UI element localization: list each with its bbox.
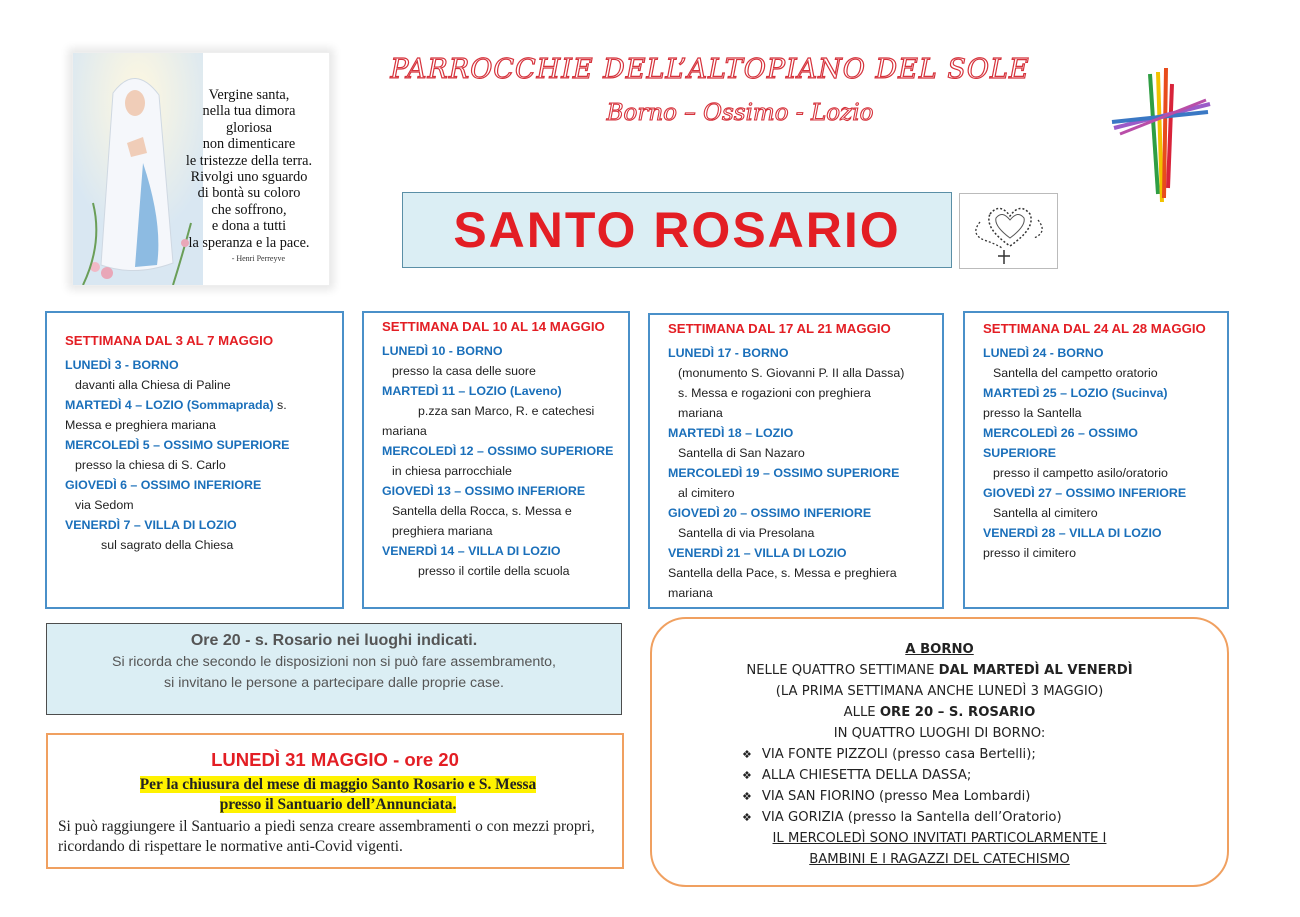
week-day-heading: [65, 475, 332, 495]
prayer-line: gloriosa: [225, 119, 273, 136]
day-label: LUNEDÌ 17 - BORNO: [668, 346, 789, 360]
week-day-heading: [65, 435, 332, 455]
borno-places-list: [652, 744, 1227, 828]
week-location: (monumento S. Giovanni P. II alla Dassa): [678, 366, 905, 380]
day-label: LUNEDÌ 10 - BORNO: [382, 344, 503, 358]
borno-place-item: ❖ VIA GORIZIA (presso la Santella dell’Oratorio): [742, 807, 1227, 828]
week-day-heading: [983, 443, 1217, 463]
borno-heading: A BORNO: [905, 642, 974, 657]
week-day-heading: [668, 343, 932, 363]
prayer-line: le tristezze della terra.: [185, 152, 313, 169]
closing-highlight-line-1: Per la chiusura del mese di maggio Santo Rosario e S. Messa: [139, 776, 537, 793]
day-label-tail: s.: [273, 398, 287, 412]
week-location: Santella di via Presolana: [678, 526, 815, 540]
borno-footer-2: BAMBINI E I RAGAZZI DEL CATECHISMO: [809, 852, 1070, 867]
prayer-line: non dimenticare: [202, 136, 296, 153]
week-location: al cimitero: [678, 486, 735, 500]
prayer-author: - Henri Perreyve: [231, 254, 285, 263]
notice-body: [47, 652, 621, 694]
week-location: via Sedom: [75, 498, 134, 512]
borno-place-item: ❖ VIA FONTE PIZZOLI (presso casa Bertelli);: [742, 744, 1227, 765]
week-location: presso la Santella: [983, 406, 1082, 420]
borno-line-2: (LA PRIMA SETTIMANA ANCHE LUNEDÌ 3 MAGGIO): [775, 684, 1104, 699]
week-location: Santella al cimitero: [993, 506, 1098, 520]
borno-line-1: [652, 660, 1227, 681]
day-label: GIOVEDÌ 13 – OSSIMO INFERIORE: [382, 484, 586, 498]
day-label: GIOVEDÌ 6 – OSSIMO INFERIORE: [65, 478, 262, 492]
closing-title: LUNEDÌ 31 MAGGIO - ore 20: [211, 749, 459, 770]
closing-body: Si può raggiungere il Santuario a piedi senza creare assembramenti o con mezzi propri, ricordando di rispettare le normative anti-Covid vigenti.: [58, 818, 595, 855]
week-day-heading: [668, 503, 932, 523]
rosary-icon: [959, 193, 1058, 269]
notice-box: [46, 623, 622, 715]
week-location: sul sagrato della Chiesa: [101, 538, 234, 552]
week-location: Santella di San Nazaro: [678, 446, 805, 460]
week-title: SETTIMANA DAL 17 AL 21 MAGGIO: [668, 321, 891, 336]
day-label: MARTEDÌ 25 – LOZIO (Sucinva): [983, 386, 1168, 400]
week-location: mariana: [382, 424, 427, 438]
day-label: VENERDÌ 21 – VILLA DI LOZIO: [668, 546, 847, 560]
closing-box: [46, 733, 624, 869]
prayer-line: e dona a tutti: [211, 218, 287, 235]
week-box-4: [963, 311, 1229, 609]
day-label: LUNEDÌ 3 - BORNO: [65, 358, 179, 372]
prayer-card: [72, 52, 330, 286]
day-label: MARTEDÌ 11 – LOZIO (Laveno): [382, 384, 562, 398]
week-day-heading: [382, 441, 618, 461]
day-label: MARTEDÌ 18 – LOZIO: [668, 426, 794, 440]
week-day-heading: [668, 463, 932, 483]
week-location: p.zza san Marco, R. e catechesi: [418, 404, 595, 418]
borno-place-item: ❖ VIA SAN FIORINO (presso Mea Lombardi): [742, 786, 1227, 807]
day-label: MERCOLEDÌ 19 – OSSIMO SUPERIORE: [668, 466, 900, 480]
prayer-line: Vergine santa,: [208, 87, 290, 103]
week-day-heading: [983, 383, 1217, 403]
borno-line-3: [652, 702, 1227, 723]
cross-logo-icon: [1110, 64, 1214, 204]
week-location: mariana: [678, 406, 723, 420]
week-location: Santella della Pace, s. Messa e preghiera: [668, 566, 897, 580]
week-location: mariana: [668, 586, 713, 600]
day-label: MARTEDÌ 4 – LOZIO (Sommaprada): [65, 398, 274, 412]
borno-line-4: IN QUATTRO LUOGHI DI BORNO:: [833, 726, 1046, 741]
week-location: presso il cimitero: [983, 546, 1076, 560]
borno-line-1-pre: NELLE QUATTRO SETTIMANE: [746, 663, 939, 678]
week-location: s. Messa e rogazioni con preghiera: [678, 386, 871, 400]
day-label: MERCOLEDÌ 5 – OSSIMO SUPERIORE: [65, 438, 290, 452]
week-box-2: [362, 311, 630, 609]
borno-line-1-bold: DAL MARTEDÌ AL VENERDÌ: [938, 663, 1133, 678]
week-location: presso il campetto asilo/oratorio: [993, 466, 1168, 480]
day-label: GIOVEDÌ 27 – OSSIMO INFERIORE: [983, 486, 1187, 500]
notice-line-2: si invitano le persone a partecipare dalle proprie case.: [164, 675, 504, 691]
week-day-heading: [65, 515, 332, 535]
week-location: Santella del campetto oratorio: [993, 366, 1158, 380]
week-day-heading: [382, 541, 618, 561]
notice-title: Ore 20 - s. Rosario nei luoghi indicati.: [190, 632, 478, 649]
prayer-line: di bontà su coloro: [197, 185, 301, 202]
week-location: in chiesa parrocchiale: [392, 464, 512, 478]
header-title: PARROCCHIE DELL’ALTOPIANO DEL SOLE: [390, 54, 1030, 85]
prayer-text: [173, 87, 325, 251]
week-day-heading: [382, 481, 618, 501]
week-location: davanti alla Chiesa di Paline: [75, 378, 231, 392]
week-location: preghiera mariana: [392, 524, 493, 538]
week-day-heading: [668, 543, 932, 563]
week-day-heading: [65, 355, 332, 375]
borno-place-item: ❖ ALLA CHIESETTA DELLA DASSA;: [742, 765, 1227, 786]
prayer-line: che soffrono,: [211, 201, 287, 218]
day-label: MERCOLEDÌ 12 – OSSIMO SUPERIORE: [382, 444, 614, 458]
week-title: SETTIMANA DAL 24 AL 28 MAGGIO: [983, 321, 1206, 336]
prayer-line: Rivolgi uno sguardo: [190, 169, 308, 186]
day-label: SUPERIORE: [983, 446, 1056, 460]
main-title: SANTO ROSARIO: [453, 202, 901, 258]
borno-box: [650, 617, 1229, 887]
week-box-1: [45, 311, 344, 609]
week-day-heading: [382, 341, 618, 361]
week-location: presso la casa delle suore: [392, 364, 536, 378]
day-label: VENERDÌ 28 – VILLA DI LOZIO: [983, 526, 1162, 540]
main-title-box: [402, 192, 952, 268]
header-subtitle: Borno – Ossimo - Lozio: [606, 100, 874, 126]
borno-line-3-bold: ORE 20 – S. ROSARIO: [879, 705, 1036, 720]
day-label: VENERDÌ 7 – VILLA DI LOZIO: [65, 518, 237, 532]
day-label: GIOVEDÌ 20 – OSSIMO INFERIORE: [668, 506, 872, 520]
prayer-line: la speranza e la pace.: [188, 234, 310, 251]
day-label: MERCOLEDÌ 26 – OSSIMO: [983, 426, 1138, 440]
week-day-heading: [983, 343, 1217, 363]
week-day-heading: [983, 483, 1217, 503]
notice-line-1: Si ricorda che secondo le disposizioni non si può fare assembramento,: [112, 654, 556, 670]
prayer-line: nella tua dimora: [202, 103, 296, 120]
closing-highlight-line-2: presso il Santuario dell’Annunciata.: [219, 796, 457, 813]
week-day-heading: [65, 395, 332, 415]
week-location: presso la chiesa di S. Carlo: [75, 458, 226, 472]
week-day-heading: [983, 523, 1217, 543]
week-day-heading: [668, 423, 932, 443]
week-location: presso il cortile della scuola: [418, 564, 570, 578]
week-box-3: [648, 313, 944, 609]
week-day-heading: [983, 423, 1217, 443]
week-day-heading: [382, 381, 618, 401]
week-title: SETTIMANA DAL 10 AL 14 MAGGIO: [382, 319, 605, 334]
borno-footer-1: IL MERCOLEDÌ SONO INVITATI PARTICOLARMENTE I: [772, 831, 1107, 846]
day-label: VENERDÌ 14 – VILLA DI LOZIO: [382, 544, 561, 558]
week-location: Santella della Rocca, s. Messa e: [392, 504, 572, 518]
closing-highlight: [108, 775, 568, 815]
week-title: SETTIMANA DAL 3 AL 7 MAGGIO: [65, 333, 274, 348]
day-label: LUNEDÌ 24 - BORNO: [983, 346, 1104, 360]
borno-line-3-pre: ALLE: [843, 705, 880, 720]
week-location: Messa e preghiera mariana: [65, 418, 216, 432]
